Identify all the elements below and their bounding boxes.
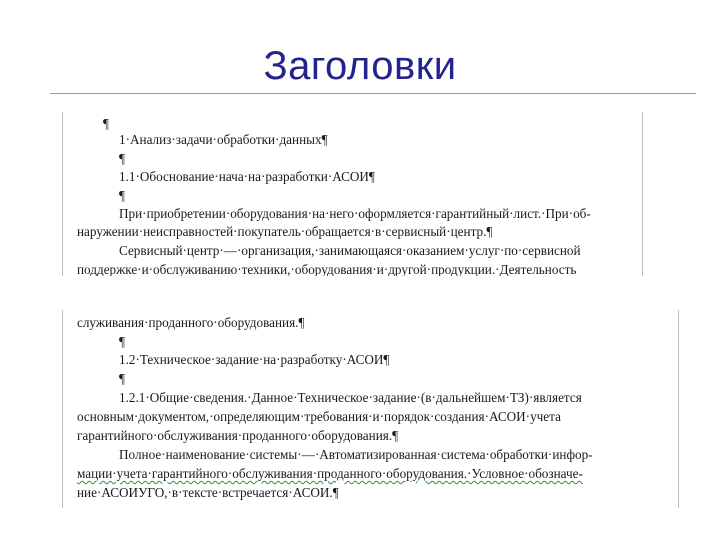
- paragraph-mark: ¶: [119, 371, 125, 386]
- body-text-line: гарантийного·обслуживания·проданного·оборудования.¶: [77, 428, 399, 443]
- body-text-line: наружении·неисправностей·покупатель·обращается·в·сервисный·центр.¶: [77, 224, 493, 239]
- paragraph-mark: ¶: [119, 151, 125, 166]
- body-text-line: основным·документом,·определяющим·требования·и·порядок·создания·АСОИ·учета: [77, 409, 561, 424]
- paragraph-mark: ¶: [119, 188, 125, 203]
- heading-1-1: 1.1·Обоснование·нача·на·разработки·АСОИ¶: [119, 169, 375, 184]
- body-text-line: Сервисный·центр·—·организация,·занимающаяся·оказанием·услуг·по·сервисной: [119, 243, 581, 258]
- title-divider: [50, 93, 696, 94]
- paragraph-mark: ¶: [119, 334, 125, 349]
- heading-1: 1·Анализ·задачи·обработки·данных¶: [119, 132, 328, 147]
- heading-1-2: 1.2·Техническое·задание·на·разработку·АСОИ¶: [119, 352, 390, 367]
- body-text-line: ние·АСОИУГО,·в·тексте·встречается·АСОИ.¶: [77, 485, 339, 500]
- document-fragment-2: [62, 310, 679, 508]
- slide-title: Заголовки: [263, 44, 457, 88]
- body-text-line: мации·учета·гарантийного·обслуживания·проданного·оборудования.·Условное·обозначе-: [77, 466, 583, 481]
- body-text-line: служивания·проданного·оборудования.¶: [77, 315, 305, 330]
- body-text-line: Полное·наименование·системы·—·Автоматизированная·система·обработки·инфор-: [119, 447, 593, 462]
- paragraph-mark: ¶: [103, 116, 109, 131]
- body-text-line: поддержке·и·обслуживанию·техники,·оборудования·и·другой·продукции.·Деятельность: [77, 262, 577, 276]
- body-text-line: 1.2.1·Общие·сведения.·Данное·Техническое·задание·(в·дальнейшем·ТЗ)·является: [119, 390, 582, 405]
- document-fragment-1: [62, 112, 643, 276]
- body-text-line: При·приобретении·оборудования·на·него·оформляется·гарантийный·лист.·При·об-: [119, 206, 591, 221]
